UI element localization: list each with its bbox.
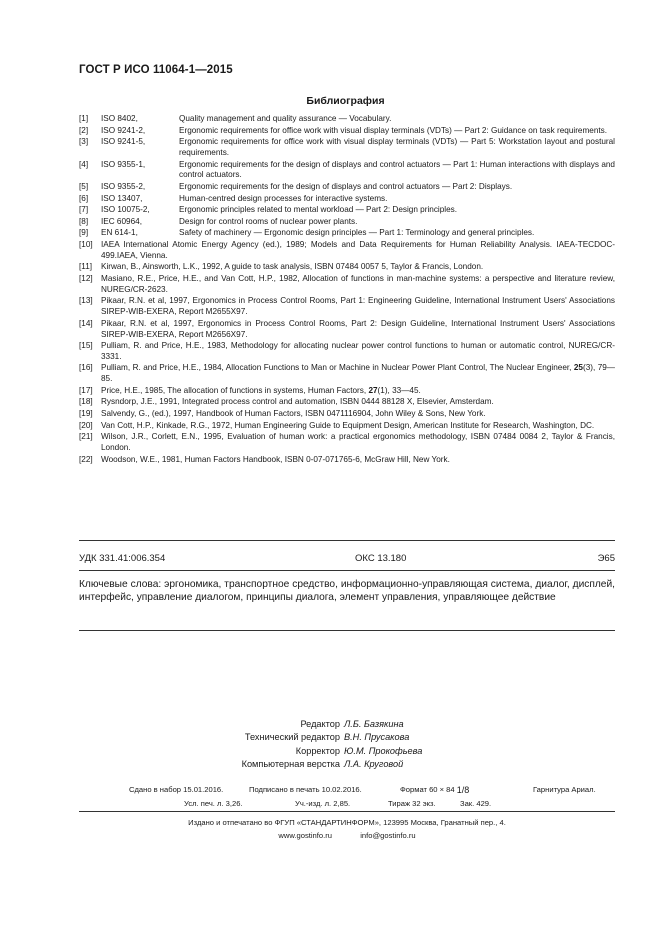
ref-volume: 25: [573, 363, 583, 373]
ref-text: IAEA International Atomic Energy Agency (ed.), 1989; Models and Data Requirements for Human Reliability Analysis. IAEA-TECDOC-499.IAEA, Vienna.: [101, 239, 615, 260]
ref-text: Pikaar, R.N. et al, 1997, Ergonomics in Process Control Rooms, Part 1: Engineering Guideline, International Instrument Users' Associations SIREP-WIB-EXERA, Report M2655X97.: [101, 296, 615, 317]
publisher-info: [79, 817, 615, 842]
ref-number: [6]: [79, 193, 89, 203]
staff-row: [79, 718, 615, 731]
ref-text: Human-centred design processes for interactive systems.: [179, 193, 388, 203]
ref-number: [2]: [79, 125, 89, 135]
list-item: [79, 432, 615, 454]
ref-number: [7]: [79, 205, 89, 215]
signed-date: Подписано в печать 10.02.2016.: [249, 785, 362, 794]
ref-text: Ergonomic requirements for office work with visual display terminals (VDTs) — Part 5: Workstation layout and postural requirements.: [179, 137, 615, 157]
list-item: [79, 421, 615, 432]
order-number: Зак. 429.: [460, 799, 492, 808]
list-item: [79, 114, 615, 125]
ref-code: ISO 13407,: [101, 193, 143, 203]
ref-number: [13]: [79, 296, 93, 306]
ref-text: Pikaar, R.N. et al, 1997, Ergonomics in Process Control Rooms, Part 2: Design Guideline, International Instrument Users' Associations SIREP-WIB-EXERA, Report M2656X97.: [101, 318, 615, 339]
ref-volume: 27: [368, 385, 378, 395]
ref-text: Price, H.E., 1985, The allocation of functions in systems, Human Factors,: [101, 385, 369, 395]
ref-code: EN 614-1,: [101, 228, 138, 238]
format-prefix: Формат 60 × 84: [400, 785, 455, 794]
divider: [79, 570, 615, 571]
group-code: Э65: [597, 553, 615, 564]
list-item: [79, 409, 615, 420]
ref-number: [11]: [79, 262, 93, 272]
list-item: [79, 160, 615, 182]
ref-text-tail: (1), 33—45.: [377, 385, 421, 395]
ref-text: Ergonomic principles related to mental workload — Part 2: Design principles.: [179, 205, 458, 215]
ref-number: [4]: [79, 159, 89, 169]
list-item: [79, 194, 615, 205]
ref-number: [14]: [79, 318, 93, 328]
ref-number: [5]: [79, 181, 89, 191]
ref-number: [18]: [79, 397, 93, 407]
ref-number: [22]: [79, 454, 93, 464]
keywords: Ключевые слова: эргономика, транспортное средство, информационно-управляющая система, диалог, дисплей, интерфейс, управление диалогом, принципы диалога, элемент управления, управляющее действие: [79, 579, 615, 603]
pub-sheets: Уч.-изд. л. 2,85.: [295, 799, 351, 808]
print-info-line: [79, 783, 615, 797]
submitted-date: Сдано в набор 15.01.2016.: [129, 785, 224, 794]
ref-number: [12]: [79, 273, 93, 283]
publisher-line: Издано и отпечатано во ФГУП «СТАНДАРТИНФОРМ», 123995 Москва, Гранатный пер., 4.: [188, 818, 506, 827]
list-item: [79, 274, 615, 296]
divider: [79, 811, 615, 812]
ref-text: Ergonomic requirements for the design of displays and control actuators — Part 2: Displays.: [179, 181, 513, 191]
list-item: [79, 205, 615, 216]
print-info: [79, 783, 615, 811]
ref-code: ISO 9241-5,: [101, 137, 146, 147]
list-item: [79, 319, 615, 341]
ref-text: Masiano, R.E., Price, H.E., and Van Cott, H.P., 1982, Allocation of functions in man-machine systems: a perspective and literature review, NUREG/CR-2623.: [101, 273, 615, 294]
staff-person: Л.А. Круговой: [344, 758, 404, 769]
ref-number: [1]: [79, 114, 89, 123]
ref-code: ISO 9355-1,: [101, 159, 146, 169]
ref-text: Pulliam, R. and Price, H.E., 1984, Allocation Functions to Man or Machine in Nuclear Power Plant Control, The Nuclear Engineer,: [101, 363, 574, 373]
divider: [79, 630, 615, 631]
divider: [79, 540, 615, 541]
list-item: [79, 386, 615, 397]
ref-number: [16]: [79, 363, 93, 373]
staff-person: Ю.М. Прокофьева: [344, 745, 423, 756]
ref-text: Pulliam, R. and Price, H.E., 1983, Methodology for allocating nuclear power control functions to human or automatic control, NUREG/CR-3331.: [101, 341, 615, 361]
ref-code: IEC 60964,: [101, 216, 142, 226]
ref-number: [3]: [79, 137, 89, 147]
ref-code: ISO 10075-2,: [101, 205, 150, 215]
bibliography-title: Библиография: [306, 95, 385, 107]
list-item: [79, 126, 615, 137]
ref-text: Van Cott, H.P., Kinkade, R.G., 1972, Human Engineering Guide to Equipment Design, American Institute for Research, Washington, DC.: [101, 420, 595, 430]
ref-code: ISO 8402,: [101, 114, 138, 123]
publisher-site[interactable]: www.gostinfo.ru: [278, 830, 332, 840]
ref-number: [19]: [79, 409, 93, 419]
ref-number: [17]: [79, 385, 93, 395]
list-item: [79, 217, 615, 228]
print-sheets: Усл. печ. л. 3,26.: [184, 799, 243, 808]
staff-role: Корректор: [295, 745, 340, 756]
publisher-contacts: [79, 830, 615, 843]
ref-text-tail: (3), 79—85.: [101, 363, 615, 384]
list-item: [79, 363, 615, 385]
ref-number: [9]: [79, 228, 89, 238]
ref-number: [15]: [79, 341, 93, 351]
staff-row: [79, 731, 615, 744]
bibliography-list: [79, 114, 615, 466]
list-item: [79, 397, 615, 408]
ref-text: Salvendy, G., (ed.), 1997, Handbook of Human Factors, ISBN 0471116904, John Wiley & Sons, New York.: [101, 409, 486, 419]
ref-text: Quality management and quality assurance — Vocabulary.: [179, 114, 392, 123]
ref-number: [10]: [79, 239, 93, 249]
list-item: [79, 182, 615, 193]
format-fraction: 1/8: [456, 785, 470, 795]
staff-row: [79, 758, 615, 771]
ref-text: Safety of machinery — Ergonomic design principles — Part 1: Terminology and general principles.: [179, 228, 535, 238]
ref-text: Wilson, J.R., Corlett, E.N., 1995, Evaluation of human work: a practical ergonomics methodology, ISBN 07484 0084 2, Taylor & Francis, London.: [101, 432, 615, 453]
ref-text: Kirwan, B., Ainsworth, L.K., 1992, A guide to task analysis, ISBN 07484 0057 5, Taylor & Francis, London.: [101, 262, 484, 272]
ref-code: ISO 9241-2,: [101, 125, 146, 135]
editorial-staff: [79, 718, 615, 771]
staff-person: Л.Б. Базякина: [344, 719, 404, 729]
ref-code: ISO 9355-2,: [101, 181, 146, 191]
ref-text: Design for control rooms of nuclear power plants.: [179, 216, 358, 226]
list-item: [79, 240, 615, 262]
staff-role: Редактор: [300, 719, 340, 729]
oks-code: ОКС 13.180: [355, 553, 407, 564]
ref-text: Rysndorp, J.E., 1991, Integrated process control and automation, ISBN 0444 88128 X, Elsevier, Amsterdam.: [101, 397, 494, 407]
staff-person: В.Н. Прусакова: [344, 732, 410, 743]
ref-text: Ergonomic requirements for office work with visual display terminals (VDTs) — Part 2: Guidance on task requirements.: [179, 125, 608, 135]
font-info: Гарнитура Ариал.: [533, 785, 596, 794]
list-item: [79, 455, 615, 466]
ref-number: [21]: [79, 432, 93, 442]
ref-text: Woodson, W.E., 1981, Human Factors Handbook, ISBN 0-07-071765-6, McGraw Hill, New York.: [101, 454, 450, 464]
publisher-email[interactable]: info@gostinfo.ru: [360, 830, 416, 840]
format: [400, 783, 469, 797]
list-item: [79, 341, 615, 363]
ref-number: [8]: [79, 216, 89, 226]
ref-text: Ergonomic requirements for the design of displays and control actuators — Part 1: Human interactions with displays and control actuators.: [179, 159, 615, 180]
udk-code: УДК 331.41:006.354: [79, 553, 166, 564]
print-run: Тираж 32 экз.: [388, 799, 436, 808]
list-item: [79, 296, 615, 318]
staff-row: [79, 745, 615, 758]
list-item: [79, 137, 615, 159]
staff-role: Компьютерная верстка: [241, 758, 340, 769]
staff-role: Технический редактор: [244, 732, 340, 743]
print-info-line: [79, 797, 615, 811]
list-item: [79, 262, 615, 273]
list-item: [79, 228, 615, 239]
document-header: ГОСТ Р ИСО 11064-1—2015: [79, 64, 233, 76]
ref-number: [20]: [79, 420, 93, 430]
